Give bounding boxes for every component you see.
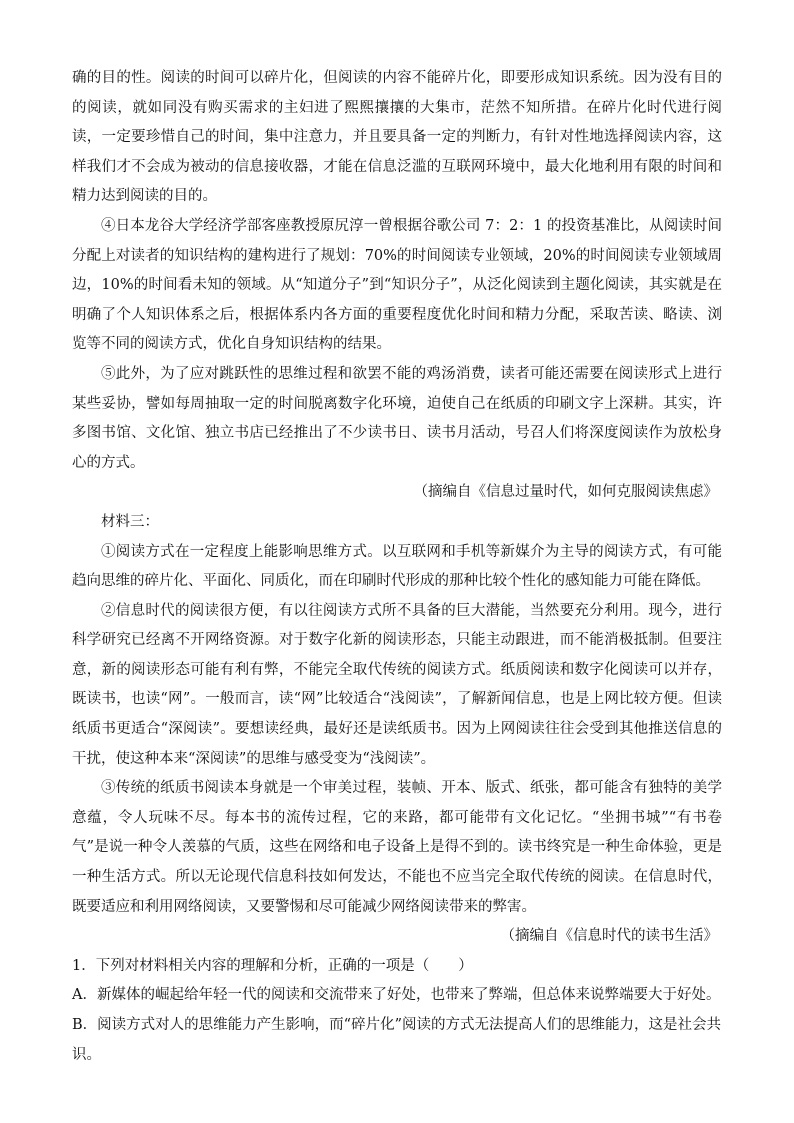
- material3-paragraph-3: ③传统的纸质书阅读本身就是一个审美过程，装帧、开本、版式、纸张，都可能含有独特的美学意蕴，令人玩味不尽。每本书的流传过程，它的来路，都可能带有文化记忆。“坐拥书城”“有书卷气”是说一种令人羡慕的气质，这些在网络和电子设备上是得不到的。读书终究是一种生命体验，更是一种生活方式。所以无论现代信息科技如何发达，不能也不应当完全取代传统的阅读。在信息时代，既要适应和利用网络阅读，又要警惕和尽可能减少网络阅读带来的弊害。: [72, 780, 722, 915]
- material3-paragraph-1: ①阅读方式在一定程度上能影响思维方式。以互联网和手机等新媒介为主导的阅读方式，有可能趋向思维的碎片化、平面化、同质化，而在印刷时代形成的那种比较个性化的感知能力可能在降低。: [72, 543, 722, 590]
- material3-source: （摘编自《信息时代的读书生活》: [500, 928, 718, 945]
- document-body: [72, 64, 722, 1070]
- material2-paragraph-5: ⑤此外，为了应对跳跃性的思维过程和欲罢不能的鸡汤消费，读者可能还需要在阅读形式上进行某些妥协，譬如每周抽取一定的时间脱离数字化环境，迫使自己在纸质的印刷文字上深耕。其实，许多图书馆、文化馆、独立书店已经推出了不少读书日、读书月活动，号召人们将深度阅读作为放松身心的方式。: [72, 365, 722, 471]
- question-1-stem: 1．下列对材料相关内容的理解和分析，正确的一项是（ ）: [72, 957, 473, 974]
- material2-paragraph-3-end: 确的目的性。阅读的时间可以碎片化，但阅读的内容不能碎片化，即要形成知识系统。因为没有目的的阅读，就如同没有购买需求的主妇进了熙熙攘攘的大集市，茫然不知所措。在碎片化时代进行阅读，一定要珍惜自己的时间，集中注意力，并且要具备一定的判断力，有针对性地选择阅读内容，这样我们才不会成为被动的信息接收器，才能在信息泛滥的互联网环境中，最大化地利用有限的时间和精力达到阅读的目的。: [72, 70, 722, 205]
- question-1-option-b: B．阅读方式对人的思维能力产生影响，而“碎片化”阅读的方式无法提高人们的思维能力，这是社会共识。: [72, 1017, 721, 1063]
- material2-paragraph-4: ④日本龙谷大学经济学部客座教授原尻淳一曾根据谷歌公司 7：2：1 的投资基准比，从阅读时间分配上对读者的知识结构的建构进行了规划：70%的时间阅读专业领域，20%的时间阅读专业领域周边，10%的时间看未知的领域。从“知道分子”到“知识分子”，从泛化阅读到主题化阅读，其实就是在明确了个人知识体系之后，根据体系内各方面的重要程度优化时间和精力分配，采取苦读、略读、浏览等不同的阅读方式，优化自身知识结构的结果。: [72, 217, 722, 353]
- material3-paragraph-2: ②信息时代的阅读很方便，有以往阅读方式所不具备的巨大潜能，当然要充分利用。现今，进行科学研究已经离不开网络资源。对于数字化新的阅读形态，只能主动跟进，而不能消极抵制。但要注意，新的阅读形态可能有利有弊，不能完全取代传统的阅读方式。纸质阅读和数字化阅读可以并存，既读书，也读“网”。一般而言，读“网”比较适合“浅阅读”，了解新闻信息，也是上网比较方便。但读纸质书更适合“深阅读”。要想读经典，最好还是读纸质书。因为上网阅读往往会受到其他推送信息的干扰，使这种本来“深阅读”的思维与感受变为“浅阅读”。: [72, 602, 722, 767]
- material2-source: （摘编自《信息过量时代，如何克服阅读焦虑》: [413, 484, 718, 501]
- question-1-option-a: A．新媒体的崛起给年轻一代的阅读和交流带来了好处，也带来了弊端，但总体来说弊端要大于好处。: [72, 987, 721, 1004]
- material3-heading: 材料三：: [101, 513, 159, 530]
